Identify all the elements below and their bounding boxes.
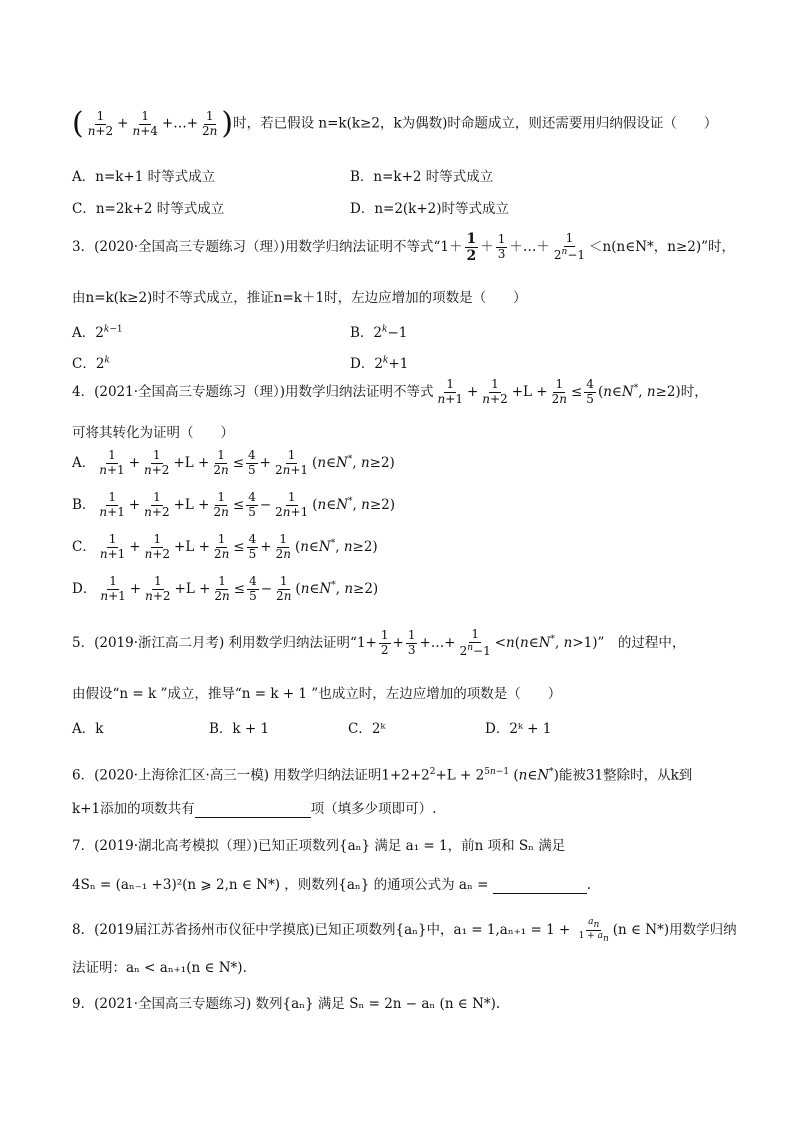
q3-line-1: 3．(2020·全国高三专题练习（理）)用数学归纳法证明不等式“1＋ $\frac{1}{2}$ ＋ $\frac{1}{3}$ ＋…＋ $\frac{1}{2^n-1}$ ＜n(n∈N*，n≥2)”时， — [72, 231, 736, 265]
fraction: $\frac{1}{2^n-1}$ — [553, 231, 586, 263]
q8-line-2: 法证明：aₙ < aₙ₊₁(n ∈ N*). — [72, 960, 247, 976]
option-d: D．2ᵏ + 1 — [485, 721, 552, 737]
q4-option-c: C． $\frac{1}{n+1}$ + $\frac{1}{n+2}$ +L + $\frac{1}{2n}$ ≤ $\frac{4}{5}$ + $\frac{1}{2n}$ (n∈N*, n≥2) — [72, 532, 378, 561]
fraction: $\frac{1}{3}$ — [497, 232, 506, 262]
q5-line-2: 由假设“n = k ”成立，推导“n = k + 1 ”也成立时，左边应增加的项数是（ ） — [72, 686, 562, 702]
option-a: A．$2^{k-1}$ — [72, 324, 123, 341]
fraction: $\frac{1}{2n}$ — [551, 377, 567, 406]
q2-expression-line: ( $\frac{1}{n+2}$ + $\frac{1}{n+4}$ +…+ $\frac{1}{2n}$ )时，若已假设 n=k(k≥2，k为偶数)时命题成立，则还需要用归纳假设证（ ） — [72, 106, 718, 141]
option-a: A．n=k+1 时等式成立 — [72, 169, 216, 185]
q7-line-1: 7．(2019·湖北高考模拟（理）)已知正项数列{aₙ} 满足 a₁ = 1，前n 项和 Sₙ 满足 — [72, 838, 566, 854]
left-paren: ( — [72, 106, 84, 141]
q4-option-b: B． $\frac{1}{n+1}$ + $\frac{1}{n+2}$ +L + $\frac{1}{2n}$ ≤ $\frac{4}{5}$ − $\frac{1}{2n+1}$ (n∈N*, n≥2) — [72, 490, 395, 519]
fill-blank[interactable] — [493, 877, 587, 894]
fraction: $\frac{1}{n+2}$ — [482, 377, 508, 406]
q3-prefix: 3．(2020·全国高三专题练习（理）)用数学归纳法证明不等式“1＋ — [72, 239, 463, 256]
q3-suffix: ＜n(n∈N*，n≥2)”时， — [589, 239, 736, 256]
q4-suffix: 时， — [680, 383, 708, 400]
q7-line-2: 4Sₙ = (aₙ₋₁ +3)²(n ⩾ 2,n ∈ N*) ，则数列{aₙ} 的通项公式为 aₙ = . — [72, 877, 591, 893]
option-b: B．n=k+2 时等式成立 — [350, 169, 494, 185]
q9-line-1: 9．(2021·全国高三专题练习) 数列{aₙ} 满足 Sₙ = 2n − aₙ (n ∈ N*). — [72, 996, 501, 1012]
fraction: $\frac{1}{2}$ — [466, 231, 477, 265]
q4-prefix: 4．(2021·全国高三专题练习（理）)用数学归纳法证明不等式 — [72, 383, 434, 400]
option-c: C．2$^k$ — [72, 355, 110, 372]
fill-blank[interactable] — [195, 801, 311, 818]
fraction: $\frac{4}{5}$ — [586, 377, 594, 406]
option-b: B．k + 1 — [209, 721, 270, 737]
option-c: C．n=2k+2 时等式成立 — [72, 201, 225, 217]
q4-option-d: D． $\frac{1}{n+1}$ + $\frac{1}{n+2}$ +L + $\frac{1}{2n}$ ≤ $\frac{4}{5}$ − $\frac{1}{2n}$ (n∈N*, n≥2) — [72, 574, 379, 603]
q6-line-1: 6．(2020·上海徐汇区·高三一模) 用数学归纳法证明$1+2+2^2+L + 2^{5n-1}$ (n∈N*)能被31整除时，从k到 — [72, 767, 693, 784]
q5-prefix: 5．(2019·浙江高二月考) 利用数学归纳法证明“ — [72, 634, 357, 651]
q2-text: 时，若已假设 n=k(k≥2，k为偶数)时命题成立，则还需要用归纳假设证（ ） — [233, 115, 718, 132]
option-c: C．2ᵏ — [348, 721, 386, 737]
q5-line-1: 5．(2019·浙江高二月考) 利用数学归纳法证明“1+ $\frac{1}{2}$ + $\frac{1}{3}$ +…+ $\frac{1}{2^n-1}$ <n(n∈N*, n>1)” 的过程中， — [72, 627, 686, 658]
q3-line-2: 由n=k(k≥2)时不等式成立，推证n=k＋1时，左边应增加的项数是（ ） — [72, 290, 527, 306]
q4-line-2: 可将其转化为证明（ ） — [72, 425, 234, 441]
option-d: D．$2^k+1$ — [350, 355, 409, 372]
q8-line-1: 8．(2019届江苏省扬州市仪征中学摸底)已知正项数列{aₙ}中，a₁ = 1,aₙ₊₁ = 1 + $\frac{a_n}{1 + a_n}$ (n ∈ N*)用数学归纳 — [72, 917, 737, 944]
fraction: $\frac{1}{2n}$ — [202, 108, 218, 138]
q4-option-a: A． $\frac{1}{n+1}$ + $\frac{1}{n+2}$ +L + $\frac{1}{2n}$ ≤ $\frac{4}{5}$ + $\frac{1}{2n+1}$ (n∈N*, n≥2) — [72, 448, 395, 477]
fraction: $\frac{1}{n+4}$ — [132, 108, 158, 138]
q6-line-2: k+1添加的项数共有 项（填多少项即可）. — [72, 801, 437, 817]
q4-line-1: 4．(2021·全国高三专题练习（理）)用数学归纳法证明不等式 $\frac{1}{n+1}$ + $\frac{1}{n+2}$ +L + $\frac{1}{2n}$ ≤ $\frac{4}{5}$ (n∈N*, n≥2)时， — [72, 377, 708, 406]
option-d: D．n=2(k+2)时等式成立 — [350, 201, 510, 217]
option-b: B．$2^k-1$ — [350, 324, 408, 341]
right-paren: ) — [221, 106, 234, 141]
option-a: A．k — [72, 721, 104, 737]
q5-suffix: ” 的过程中， — [597, 634, 686, 651]
fraction: $\frac{1}{n+1}$ — [437, 377, 463, 406]
fraction: $\frac{1}{n+2}$ — [87, 108, 114, 138]
